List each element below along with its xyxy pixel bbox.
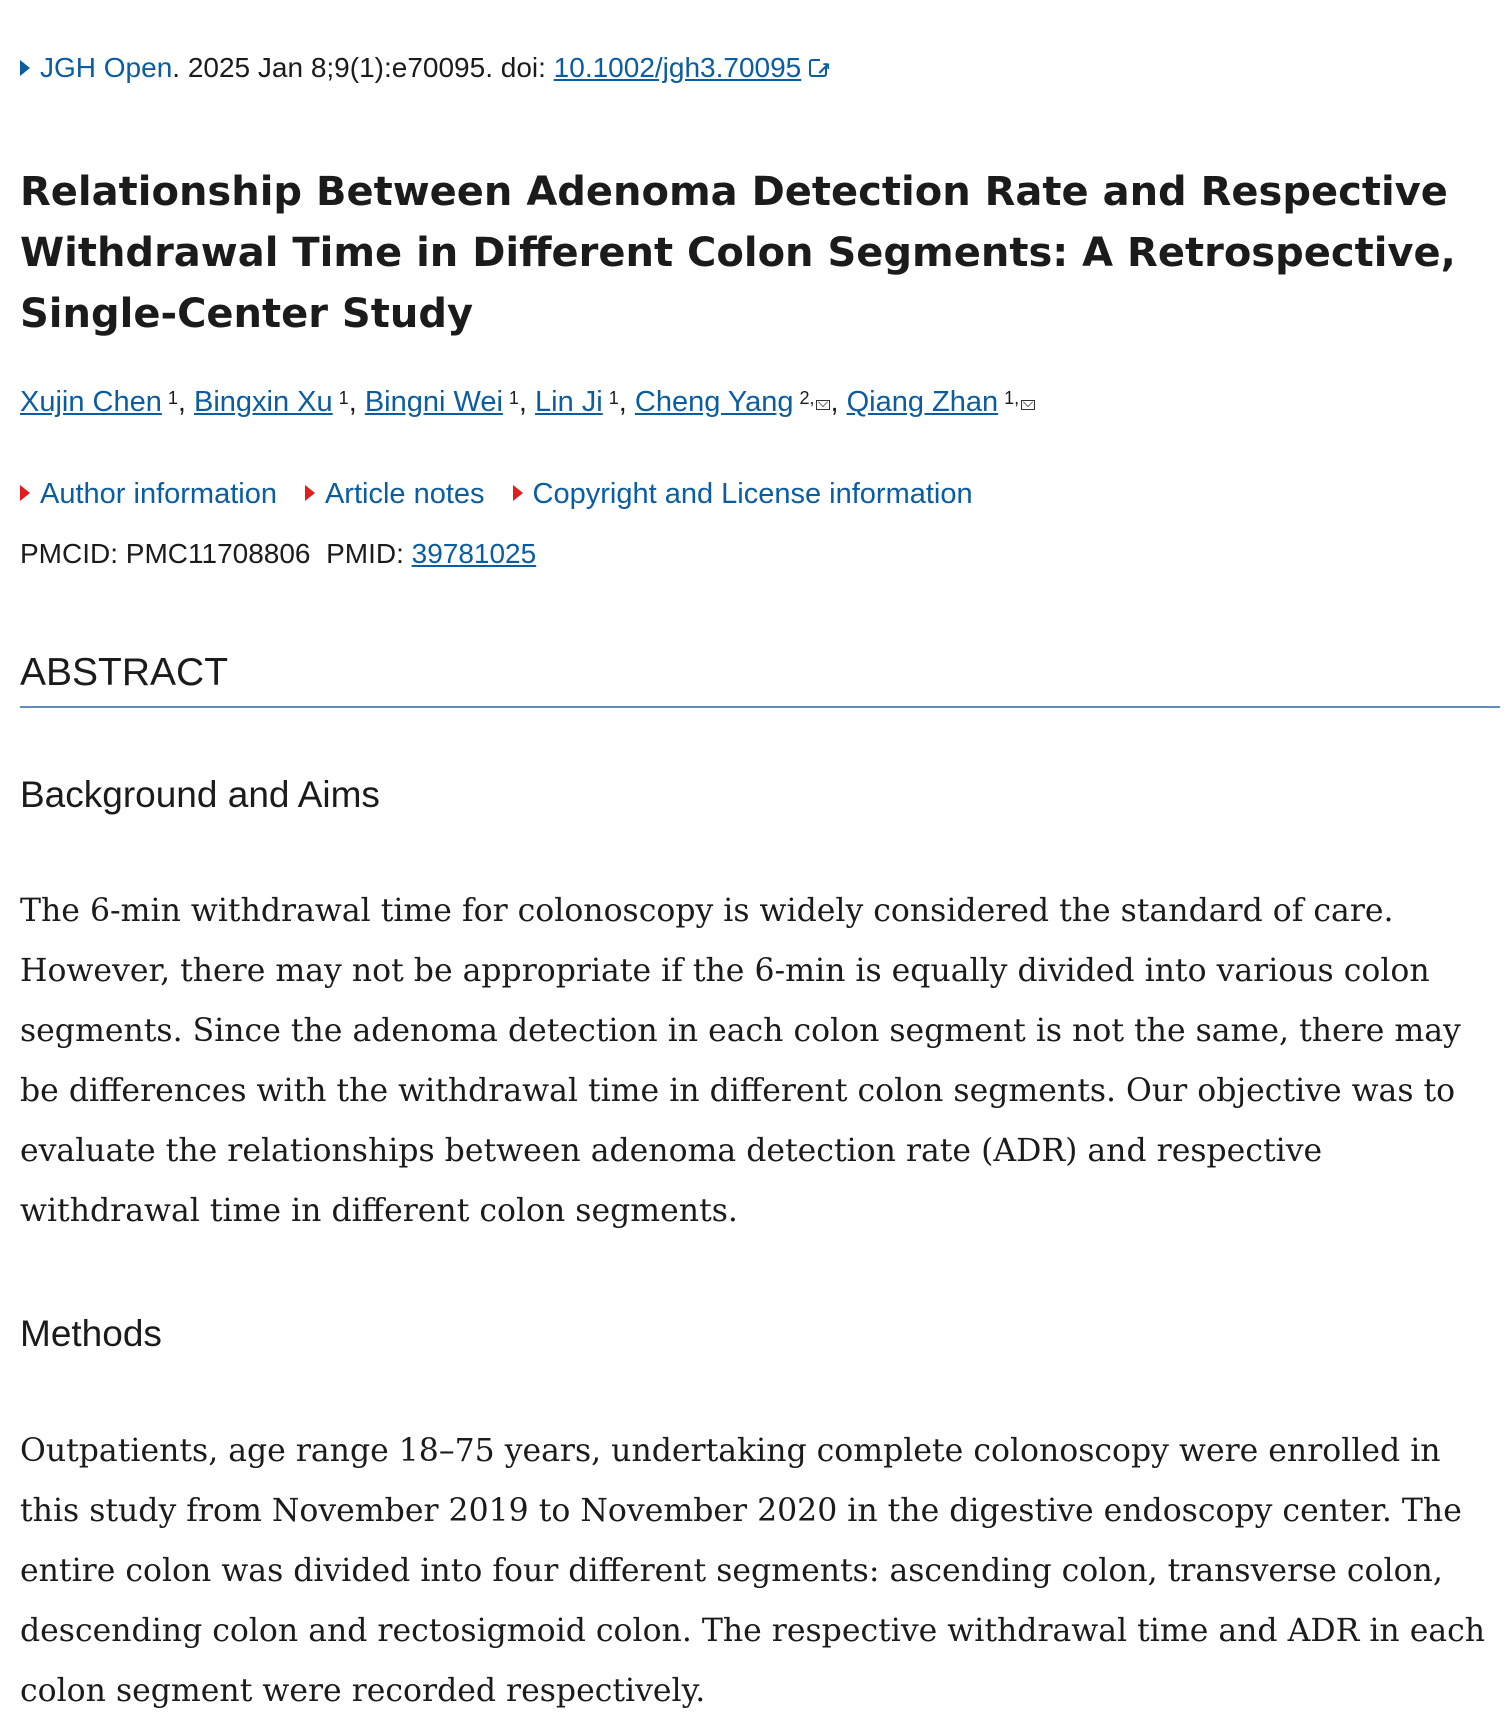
expand-triangle-icon	[305, 485, 315, 501]
copyright-license-toggle[interactable]	[513, 478, 973, 510]
author-affiliation: 1	[508, 388, 519, 408]
envelope-icon[interactable]	[1021, 400, 1035, 410]
envelope-icon[interactable]	[816, 400, 830, 410]
author-information-toggle[interactable]	[20, 478, 277, 510]
external-link-icon[interactable]	[809, 59, 827, 77]
author-affiliation: 1	[167, 388, 178, 408]
pmid-link[interactable]: 39781025	[411, 538, 537, 569]
article-notes-toggle[interactable]	[305, 478, 485, 510]
author-affiliation: 1,	[1004, 388, 1020, 408]
expand-triangle-icon	[513, 485, 523, 501]
section-divider	[20, 706, 1500, 708]
journal-link[interactable]: JGH Open	[40, 52, 173, 83]
author-affiliation: 2,	[799, 388, 815, 408]
author-link[interactable]: Qiang Zhan	[846, 386, 999, 418]
expand-triangle-icon	[20, 485, 30, 501]
author-link[interactable]: Xujin Chen	[20, 386, 162, 418]
abstract-heading: ABSTRACT	[20, 651, 229, 694]
toggle-label: Author information	[40, 478, 277, 510]
toggle-label: Article notes	[324, 478, 485, 510]
article-identifiers	[20, 534, 536, 574]
toggle-label: Copyright and License information	[532, 478, 973, 510]
author-affiliation: 1	[338, 388, 349, 408]
citation-line	[20, 48, 827, 88]
pmid-label: PMID:	[326, 538, 412, 569]
author-link[interactable]: Cheng Yang	[634, 386, 794, 418]
citation-details: . 2025 Jan 8;9(1):e70095. doi:	[172, 52, 554, 83]
pmcid: PMCID: PMC11708806	[20, 538, 311, 569]
doi-link[interactable]: 10.1002/jgh3.70095	[553, 52, 802, 83]
background-heading: Background and Aims	[20, 774, 380, 815]
article-title: Relationship Between Adenoma Detection Rate and Respective Withdrawal Time in Different Colon Segments: A Retrospective, Single-Center Study	[20, 169, 1456, 337]
background-paragraph: The 6-min withdrawal time for colonoscopy is widely considered the standard of care. However, there may not be appropriate if the 6-min is equally divided into various colon segments. Since the adenoma detection in each colon segment is not the same, there may be differences with the withdrawal time in different colon segments. Our objective was to evaluate the relationships between adenoma detection rate (ADR) and respective withdrawal time in different colon segments.	[20, 893, 1461, 1229]
info-toggles	[20, 474, 1001, 514]
methods-heading: Methods	[20, 1313, 162, 1354]
author-affiliation: 1	[608, 388, 619, 408]
methods-paragraph: Outpatients, age range 18–75 years, undertaking complete colonoscopy were enrolled in this study from November 2019 to November 2020 in the digestive endoscopy center. The entire colon was divided into four different segments: ascending colon, transverse colon, descending colon and rectosigmoid colon. The respective withdrawal time and ADR in each colon segment were recorded respectively.	[20, 1433, 1486, 1709]
author-list: Xujin Chen $^1$, Bingxin Xu $^1$, Bingni Wei $^1$, Lin Ji $^1$, Cheng Yang $^{2,}$ , Qiang Zhan $^{1,}$	[20, 382, 1035, 422]
author-link[interactable]: Bingxin Xu	[194, 386, 333, 418]
expand-triangle-icon[interactable]	[20, 60, 30, 76]
author-link[interactable]: Bingni Wei	[364, 386, 503, 418]
author-link[interactable]: Lin Ji	[535, 386, 603, 418]
